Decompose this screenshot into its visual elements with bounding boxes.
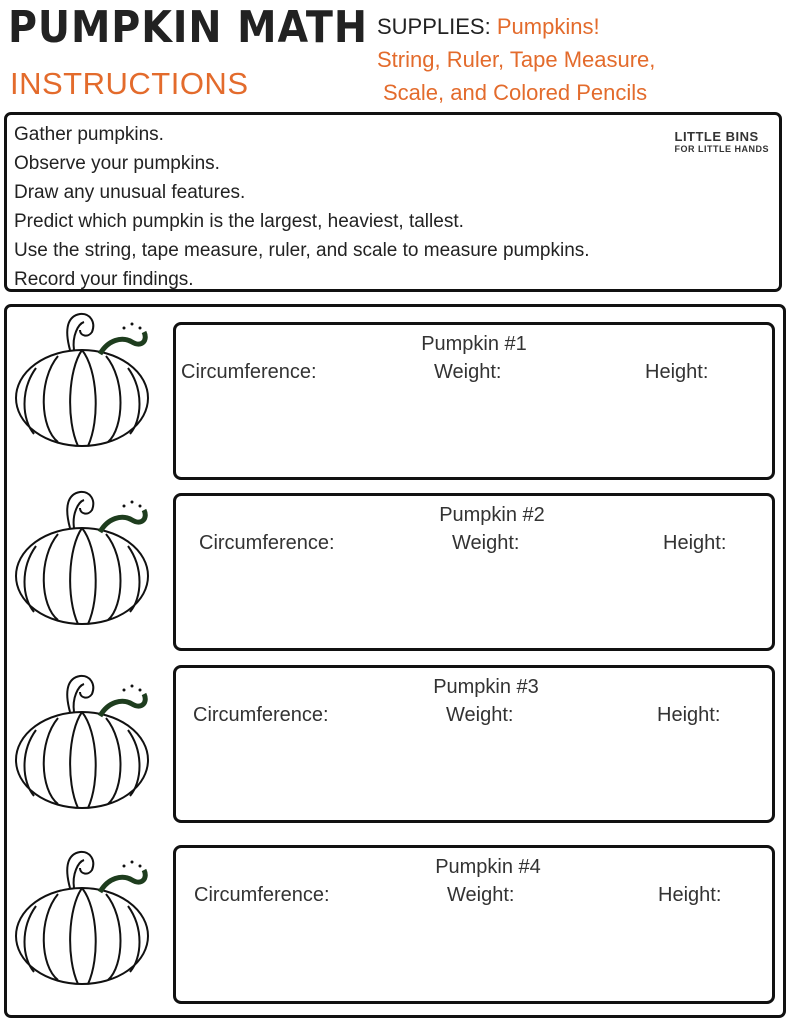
pumpkin-card-1 [173,322,775,480]
instruction-item: Observe your pumpkins. [14,153,220,174]
card-title: Pumpkin #3 [433,676,539,698]
instructions-heading: INSTRUCTIONS [10,66,249,101]
instruction-item: Predict which pumpkin is the largest, heaviest, tallest. [14,211,464,232]
supplies-line-3: Scale, and Colored Pencils [383,80,648,105]
supplies-line-2: String, Ruler, Tape Measure, [377,47,656,72]
circumference-label: Circumference: [199,532,335,554]
instruction-item: Gather pumpkins. [14,124,164,145]
height-label: Height: [657,704,721,726]
circumference-label: Circumference: [194,884,330,906]
pumpkin-icon [8,672,160,812]
pumpkin-card-4 [173,845,775,1004]
circumference-label: Circumference: [181,361,317,383]
weight-label: Weight: [434,361,502,383]
pumpkin-icon [8,310,160,450]
weight-label: Weight: [452,532,520,554]
instructions-box [4,112,782,292]
supplies-label: SUPPLIES: [377,14,491,39]
weight-label: Weight: [447,884,515,906]
height-label: Height: [663,532,727,554]
supplies-line-1: Pumpkins! [496,14,600,39]
height-label: Height: [658,884,722,906]
logo-line-1: LITTLE BINS [674,129,759,144]
instructions-list [14,120,590,294]
supplies-block [377,10,655,109]
pumpkin-icon [8,848,160,988]
brand-logo [675,129,770,154]
pumpkin-card-2 [173,493,775,651]
instruction-item: Draw any unusual features. [14,182,246,203]
weight-label: Weight: [446,704,514,726]
instruction-item: Record your findings. [14,269,194,290]
height-label: Height: [645,361,709,383]
circumference-label: Circumference: [193,704,329,726]
instruction-item: Use the string, tape measure, ruler, and scale to measure pumpkins. [14,240,590,261]
card-title: Pumpkin #2 [439,504,545,526]
pumpkin-icon [8,488,160,628]
logo-line-2: FOR LITTLE HANDS [674,144,769,154]
card-title: Pumpkin #1 [421,333,527,355]
page-title: PUMPKIN MATH [8,2,368,53]
card-title: Pumpkin #4 [435,856,541,878]
pumpkin-card-3 [173,665,775,823]
